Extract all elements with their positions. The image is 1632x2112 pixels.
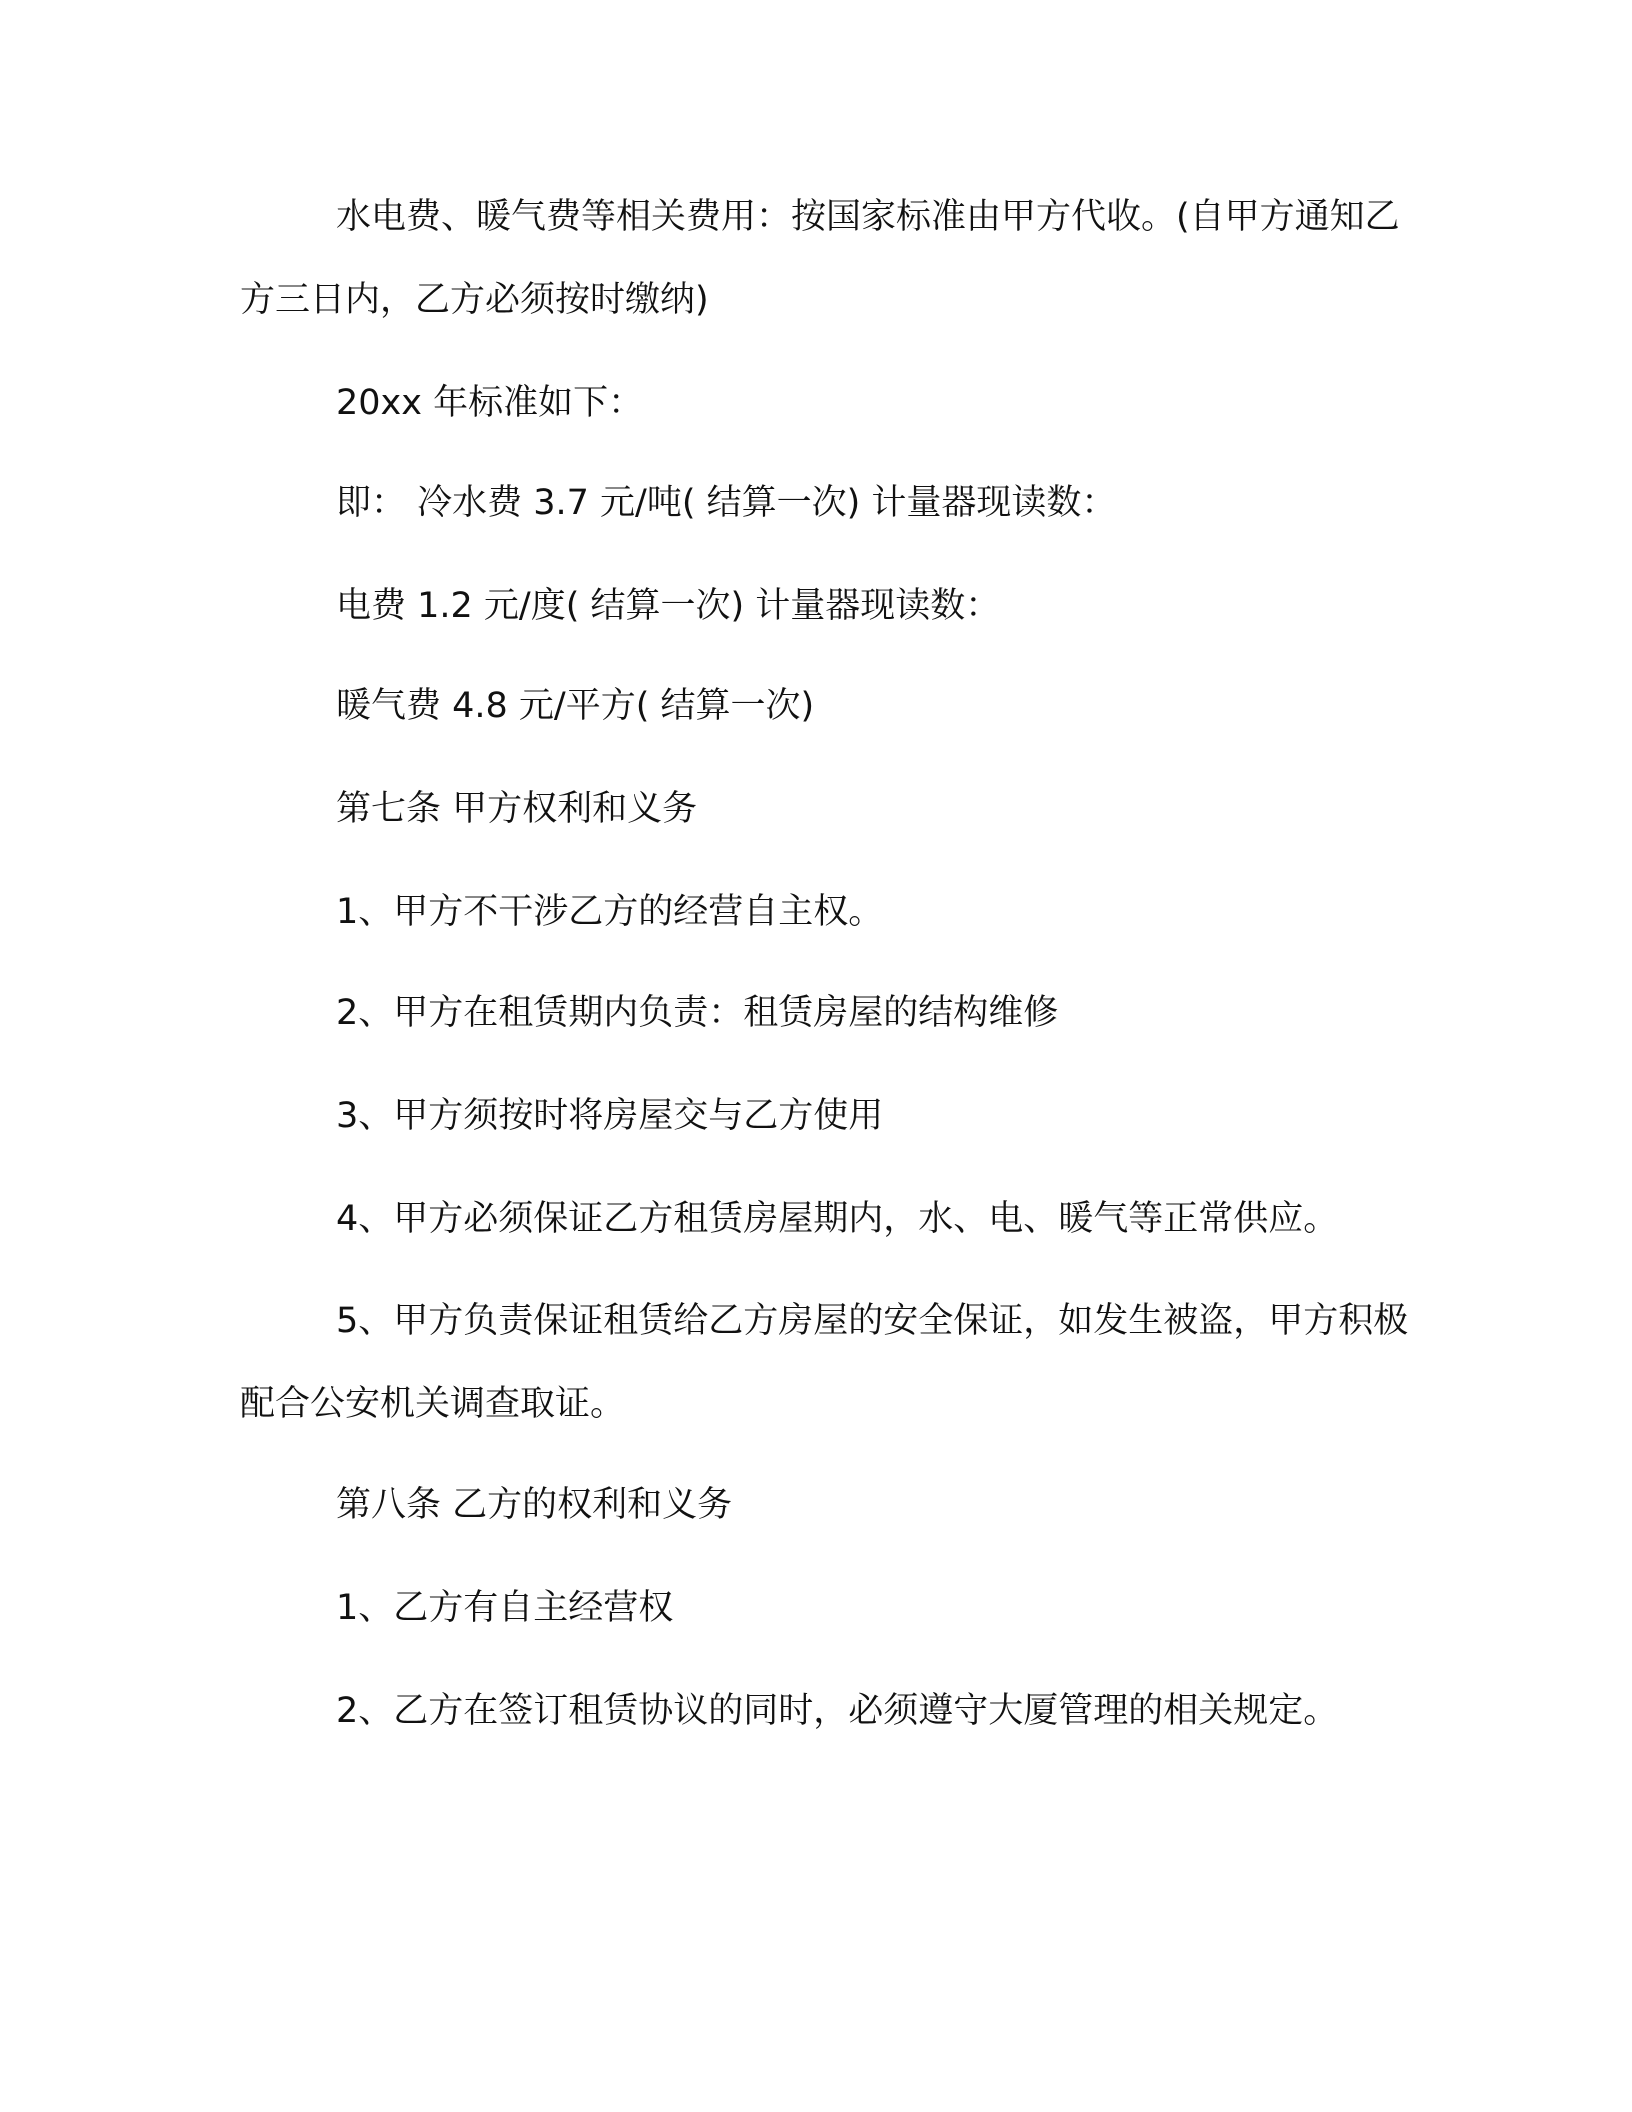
paragraph-cold-water: 即： 冷水费 3.7 元/吨( 结算一次) 计量器现读数： — [336, 483, 1117, 523]
article-7-item-1: 1、甲方不干涉乙方的经营自主权。 — [336, 892, 884, 932]
article-8-item-2: 2、乙方在签订租赁协议的同时，必须遵守大厦管理的相关规定。 — [336, 1691, 1339, 1731]
paragraph-standard-heading: 20xx 年标准如下： — [336, 383, 644, 423]
section-heading-article-8: 第八条 乙方的权利和义务 — [336, 1485, 733, 1525]
paragraph-fees: 水电费、暖气费等相关费用：按国家标准由甲方代收。(自甲方通知乙方三日内，乙方必须按时缴纳) — [240, 197, 1400, 320]
article-8-item-1: 1、乙方有自主经营权 — [336, 1588, 674, 1628]
article-7-item-5: 5、甲方负责保证租赁给乙方房屋的安全保证，如发生被盗，甲方积极配合公安机关调查取证。 — [240, 1301, 1409, 1424]
paragraph-electricity: 电费 1.2 元/度( 结算一次) 计量器现读数： — [336, 586, 1001, 626]
article-7-item-2: 2、甲方在租赁期内负责：租赁房屋的结构维修 — [336, 993, 1059, 1033]
section-heading-article-7: 第七条 甲方权利和义务 — [336, 789, 698, 829]
article-7-item-4: 4、甲方必须保证乙方租赁房屋期内，水、电、暖气等正常供应。 — [336, 1199, 1339, 1239]
paragraph-heating: 暖气费 4.8 元/平方( 结算一次) — [336, 686, 815, 726]
article-7-item-3: 3、甲方须按时将房屋交与乙方使用 — [336, 1096, 884, 1136]
